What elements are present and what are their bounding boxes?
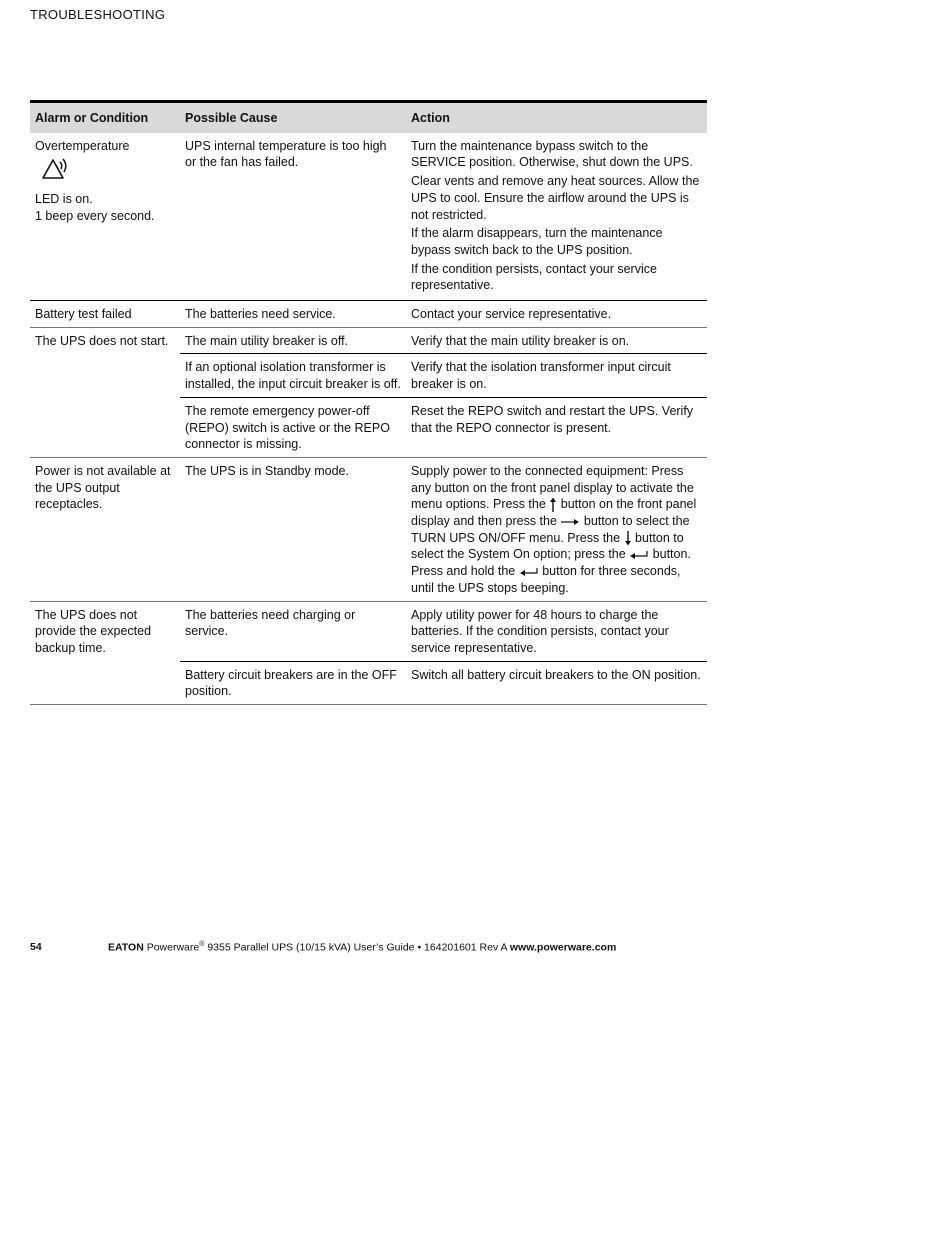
action-text: button on the front panel display and then press the [411,497,697,529]
cause-cell: Battery circuit breakers are in the OFF position. [180,661,406,704]
table-row [30,327,707,354]
table-row [30,457,707,601]
condition-note: LED is on. [35,192,93,207]
cause-cell: UPS internal temperature is too high or the fan has failed. [180,133,406,301]
table-row [30,133,707,301]
enter-arrow-icon [629,550,649,560]
action-paragraph: Turn the maintenance bypass switch to the SERVICE position. Otherwise, shut down the UPS. [411,138,693,170]
footer-text [108,941,616,954]
cause-cell: The batteries need service. [180,301,406,328]
table-row [30,601,707,661]
alarm-triangle-icon [41,157,71,181]
condition-cell: The UPS does not provide the expected backup time. [30,601,180,705]
action-cell: Verify that the main utility breaker is on. [406,327,707,354]
registered-mark: ® [199,941,205,948]
action-text: button. Press and hold the [411,547,691,579]
down-arrow-icon [624,530,632,546]
condition-text: Overtemperature [35,138,130,153]
page-number: 54 [30,941,42,953]
action-cell: Apply utility power for 48 hours to charge the batteries. If the condition persists, contact your service representative. [406,601,707,661]
condition-note: 1 beep every second. [35,209,155,224]
action-text: button to select the System On option; press the [411,530,684,562]
troubleshooting-table [30,100,707,705]
action-cell: Switch all battery circuit breakers to the ON position. [406,661,707,704]
enter-arrow-icon [519,567,539,577]
action-paragraph: If the alarm disappears, turn the maintenance bypass switch back to the UPS position. [411,226,663,257]
action-paragraph: Clear vents and remove any heat sources. Allow the UPS to cool. Ensure the airflow around the UPS is not restricted. [411,174,700,222]
product-name: Powerware [146,941,200,954]
cause-cell: The batteries need charging or service. [180,601,406,661]
up-arrow-icon [549,497,557,513]
header-action: Action [406,102,707,133]
cause-cell: If an optional isolation transformer is installed, the input circuit breaker is off. [180,354,406,397]
cause-cell: The main utility breaker is off. [180,327,406,354]
action-cell [406,457,707,601]
condition-cell [30,133,180,301]
action-text: button for three seconds, until the UPS stops beeping. [411,564,681,595]
website-link[interactable]: www.powerware.com [509,941,617,954]
condition-cell: Battery test failed [30,301,180,328]
action-cell: Reset the REPO switch and restart the UPS. Verify that the REPO connector is present. [406,397,707,457]
cause-cell: The remote emergency power-off (REPO) switch is active or the REPO connector is missing. [180,397,406,457]
table-header-row [30,102,707,133]
condition-cell: The UPS does not start. [30,327,180,457]
condition-cell: Power is not available at the UPS output receptacles. [30,457,180,601]
brand-name: EATON [108,941,144,954]
footer-separator: • [417,941,422,954]
guide-title: 9355 Parallel UPS (10/15 kVA) User’s Guide [204,941,415,954]
action-text: Supply power to the connected equipment: Press any button on the front panel display to activate the menu options. Press the [411,463,694,512]
section-header: TROUBLESHOOTING [30,7,166,22]
action-text: button to select the TURN UPS ON/OFF menu. Press the [411,514,690,545]
action-cell: Contact your service representative. [406,301,707,328]
action-cell [406,133,707,301]
action-paragraph: If the condition persists, contact your service representative. [411,261,657,293]
right-arrow-icon [560,518,580,526]
document-number: 164201601 Rev A [424,941,507,954]
cause-cell: The UPS is in Standby mode. [180,457,406,601]
table-row [30,301,707,328]
header-alarm-condition: Alarm or Condition [30,102,180,133]
header-possible-cause: Possible Cause [180,102,406,133]
action-cell: Verify that the isolation transformer input circuit breaker is on. [406,354,707,397]
